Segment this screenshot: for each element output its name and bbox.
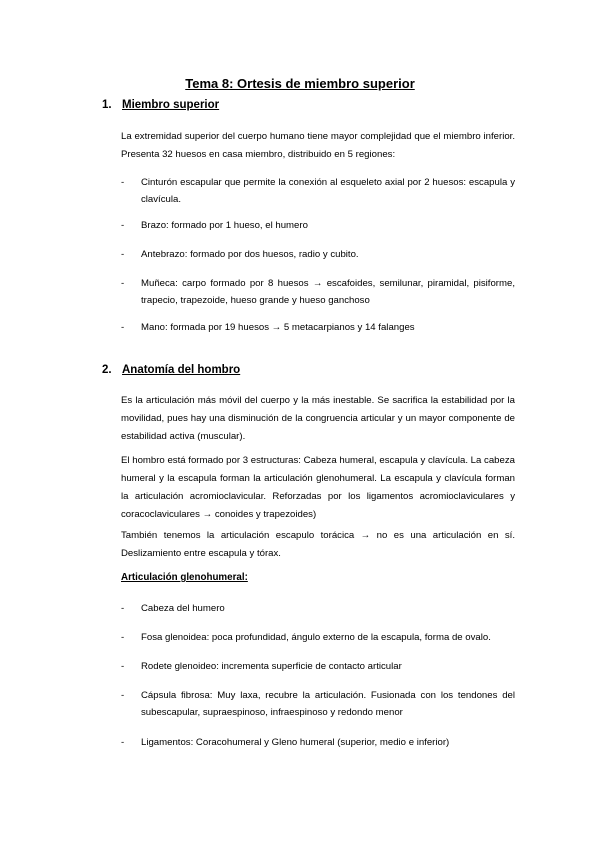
list-item bbox=[121, 734, 515, 751]
paragraph: También tenemos la articulación escapulo torácica → no es una articulación en sí. Deslizamiento entre escapula y tórax. bbox=[121, 530, 515, 559]
list-item bbox=[121, 246, 515, 263]
list-item bbox=[121, 217, 515, 234]
bullet-dash: - bbox=[121, 322, 125, 333]
list-item-text: Cápsula fibrosa: Muy laxa, recubre la articulación. Fusionada con los tendones del subescapular, supraespinoso, infraespinoso y redondo menor bbox=[141, 690, 515, 718]
list-item bbox=[121, 174, 515, 208]
bullet-dash: - bbox=[121, 603, 125, 614]
list-item bbox=[121, 275, 515, 309]
section-intro-paragraph: La extremidad superior del cuerpo humano tiene mayor complejidad que el miembro inferior. Presenta 32 huesos en casa miembro, distribuido en 5 regiones: bbox=[121, 131, 515, 160]
bullet-dash: - bbox=[121, 177, 125, 188]
bullet-dash: - bbox=[121, 220, 125, 231]
list-item-text: Cabeza del humero bbox=[141, 603, 225, 614]
bullet-dash: - bbox=[121, 737, 125, 748]
list-item-text: Fosa glenoidea: poca profundidad, ángulo externo de la escapula, forma de ovalo. bbox=[141, 632, 491, 643]
list-item bbox=[121, 629, 515, 646]
paragraph: Es la articulación más móvil del cuerpo y la más inestable. Se sacrifica la estabilidad por la movilidad, pues hay una disminución de la congruencia articular y un mayor componente de estabilidad activa (muscular). bbox=[121, 395, 515, 442]
subheading-articulacion-glenohumeral: Articulación glenohumeral: bbox=[121, 572, 248, 583]
bullet-dash: - bbox=[121, 661, 125, 672]
list-item bbox=[121, 319, 515, 336]
bullet-dash: - bbox=[121, 278, 125, 289]
bullet-dash: - bbox=[121, 690, 125, 701]
list-item-text: Ligamentos: Coracohumeral y Gleno humeral (superior, medio e inferior) bbox=[141, 737, 450, 748]
list-item-text: Rodete glenoideo: incrementa superficie de contacto articular bbox=[141, 661, 402, 672]
list-item bbox=[121, 687, 515, 721]
list-item-text: Cinturón escapular que permite la conexión al esqueleto axial por 2 huesos: escapula y clavícula. bbox=[141, 177, 515, 205]
document-title: Tema 8: Ortesis de miembro superior bbox=[185, 76, 415, 91]
bullet-dash: - bbox=[121, 632, 125, 643]
section-title: Miembro superior bbox=[122, 99, 220, 111]
list-item-text: Muñeca: carpo formado por 8 huesos → escafoides, semilunar, piramidal, pisiforme, trapecio, trapezoide, hueso grande y hueso ganchoso bbox=[141, 278, 515, 306]
list-item-text: Antebrazo: formado por dos huesos, radio y cubito. bbox=[141, 249, 359, 260]
paragraph: El hombro está formado por 3 estructuras: Cabeza humeral, escapula y clavícula. La cabeza humeral y la escapula forman la articulación glenohumeral. La escapula y clavícula forman la articulación acromioclavicular. Reforzadas por los ligamentos acromioclaviculares y coracoclaviculares → conoides y trapezoides) bbox=[121, 455, 515, 520]
list-item bbox=[121, 658, 515, 675]
section-number: 1. bbox=[102, 99, 112, 111]
bullet-dash: - bbox=[121, 249, 125, 260]
section-heading-miembro-superior bbox=[102, 99, 219, 111]
list-item bbox=[121, 600, 515, 617]
section-number: 2. bbox=[102, 364, 112, 376]
list-item-text: Brazo: formado por 1 hueso, el humero bbox=[141, 220, 308, 231]
list-item-text: Mano: formada por 19 huesos → 5 metacarpianos y 14 falanges bbox=[141, 322, 415, 333]
section-heading-anatomia-del-hombro bbox=[102, 364, 240, 376]
section-title: Anatomía del hombro bbox=[122, 364, 241, 376]
